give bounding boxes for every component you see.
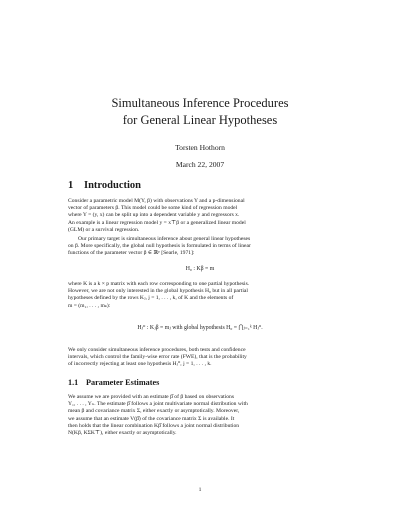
section-number: 1 — [68, 180, 74, 191]
text-line: (GLM) or a survival regression. — [68, 226, 140, 233]
paper-title-line-2: for General Linear Hypotheses — [122, 113, 278, 127]
paragraph-2 — [68, 236, 332, 258]
equation-partial-hypotheses: Hⱼ⁰ : Kⱼβ = mⱼ with global hypothesis H₀ = ⋂ⱼ₌₁ᵏ Hⱼ⁰. — [137, 325, 263, 331]
section-heading-introduction — [68, 180, 141, 191]
text-line: intervals, which control the family-wise error rate (FWE), that is the probability — [68, 354, 247, 361]
text-line: N(Kβ, KΣK⊤), either exactly or asymptotically. — [68, 430, 177, 437]
text-line: Our primary target is simultaneous inference about general linear hypotheses — [78, 236, 251, 242]
paper-title-line-1: Simultaneous Inference Procedures — [111, 96, 289, 110]
text-line: hypotheses defined by the rows Kⱼ, j = 1, . . . , k, of K and the elements of — [68, 295, 234, 302]
subsection-title: Parameter Estimates — [86, 378, 160, 387]
page-number: 1 — [198, 487, 202, 493]
paragraph-5 — [68, 394, 332, 437]
text-line: An example is a linear regression model y = x⊤β or a generalized linear model — [68, 219, 246, 226]
author: Torsten Hothorn — [175, 143, 225, 152]
text-line: Consider a parametric model M(Y, β) with observations Y and a p-dimensional — [68, 198, 245, 204]
text-line: where Y = (y, x) can be split up into a dependent variable y and regressors x. — [68, 212, 240, 219]
equation-global-hypothesis: H₀ : Kβ = m — [185, 266, 215, 272]
subsection-number: 1.1 — [68, 378, 79, 387]
subsection-heading-parameter-estimates — [68, 378, 159, 387]
paragraph-3 — [68, 281, 332, 310]
paragraph-4 — [68, 347, 332, 369]
text-line: We only consider simultaneous inference procedures, both tests and confidence — [68, 347, 246, 353]
text-line: m = (m₁, . . . , mₖ): — [68, 302, 111, 309]
text-line: However, we are not only interested in the global hypothesis H₀ but in all partial — [68, 288, 248, 295]
text-line: then holds that the linear combination Kβ̂ follows a joint normal distribution — [68, 422, 240, 429]
paragraph-1 — [68, 198, 332, 234]
text-line: where K is a k × p matrix with each row corresponding to one partial hypothesis. — [68, 281, 250, 287]
text-line: vector of parameters β. This model could be some kind of regression model — [68, 205, 238, 212]
date: March 22, 2007 — [175, 160, 225, 169]
text-line: functions of the parameter vector β ∈ ℝᵖ [Searle, 1971]: — [68, 250, 195, 257]
text-line: We assume we are provided with an estimate β̂ of β based on observations — [68, 394, 235, 400]
section-title: Introduction — [84, 180, 141, 191]
text-line: of incorrectly rejecting at least one hypothesis Hⱼ⁰, j = 1, . . . , k. — [68, 361, 212, 368]
text-line: we assume that an estimate V(β̂) of the covariance matrix Σ is available. It — [68, 415, 235, 422]
text-line: on β. More specifically, the global null hypothesis is formulated in terms of linear — [68, 243, 251, 250]
text-line: Y₁, . . . , Yₙ. The estimate β̂ follows a joint multivariate normal distribution with — [68, 401, 248, 408]
text-line: mean β and covariance matrix Σ, either exactly or asymptotically. Moreover, — [68, 408, 240, 415]
